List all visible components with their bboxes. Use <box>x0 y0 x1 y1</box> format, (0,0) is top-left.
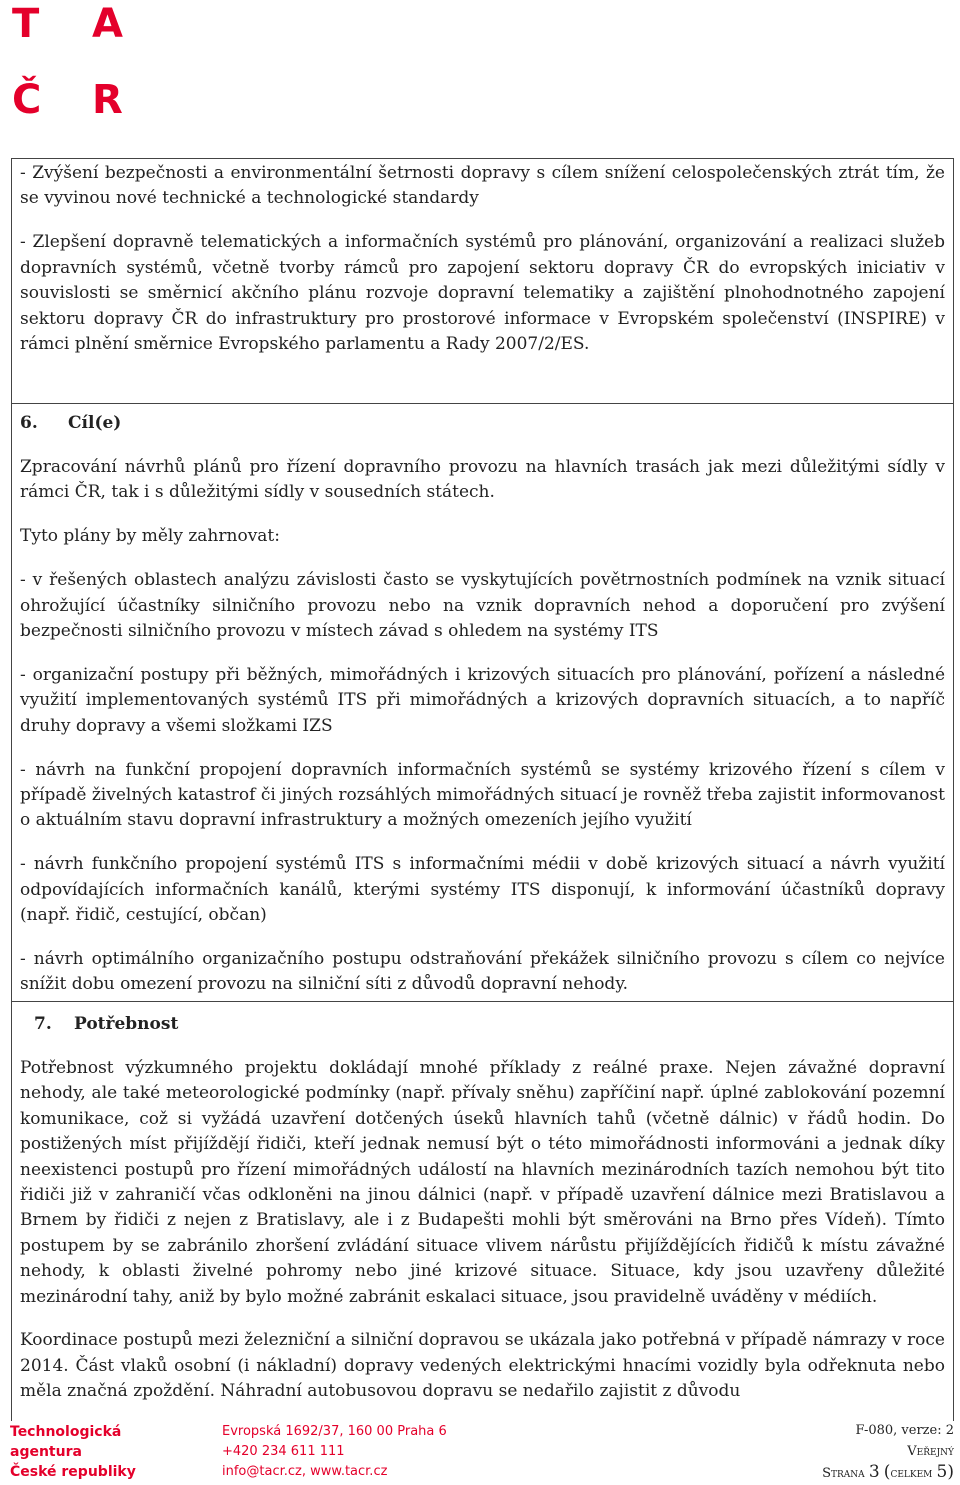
footer-meta <box>822 1420 954 1484</box>
org-line: agentura <box>10 1444 82 1460</box>
list-item: - návrh optimálního organizačního postupu odstraňování překážek silničního provozu s cílem co nejvíce snížit dobu omezení provozu na silniční síti z důvodů dopravní nehody. <box>20 949 945 995</box>
total-label: celkem <box>890 1466 933 1481</box>
footer-address <box>222 1422 447 1482</box>
footer-organization <box>10 1422 136 1482</box>
page-number: 3 <box>868 1462 880 1482</box>
section-title: Potřebnost <box>74 1014 179 1034</box>
contact-line: info@tacr.cz, www.tacr.cz <box>222 1464 388 1479</box>
form-code: F-080, verze: 2 <box>855 1423 954 1438</box>
org-line: České republiky <box>10 1464 136 1480</box>
total-pages: 5 <box>936 1462 948 1482</box>
paragraph: Tyto plány by měly zahrnovat: <box>20 526 280 547</box>
paragraph: - Zvýšení bezpečnosti a environmentální šetrnosti dopravy s cílem snížení celospolečenských ztrát tím, že se vyvinou nové technické a technologické standardy <box>20 163 945 209</box>
paragraph: Koordinace postupů mezi železniční a silniční dopravou se ukázala jako potřebná v případě námrazy v roce 2014. Část vlaků osobní (i nákladní) dopravy vedených elektrickými hnacími vozidly byla odřeknuta nebo měla značná zpoždění. Náhradní autobusovou dopravu se nedařilo zajistit z důvodu <box>20 1330 945 1402</box>
section-heading <box>20 411 945 436</box>
phone-line: +420 234 611 111 <box>222 1444 345 1459</box>
list-item: - v řešených oblastech analýzu závislosti často se vyskytujících povětrnostních podmínek na vznik situací ohrožující účastníky silničního provozu nebo na vznik dopravních nehod a doporučení pro zvýšení bezpečnosti silničního provozu v místech závad s ohledem na systémy ITS <box>20 570 945 641</box>
section-number: 7. <box>34 1014 52 1034</box>
paragraph: Zpracování návrhů plánů pro řízení dopravního provozu na hlavních trasách jak mezi důležitými sídly v rámci ČR, tak i s důležitými sídly v sousedních státech. <box>20 456 945 503</box>
page-label: Strana <box>822 1466 865 1481</box>
list-item: - návrh na funkční propojení dopravních informačních systémů se systémy krizového řízení s cílem v případě živelných katastrof či jiných rozsáhlých mimořádných situací je rovněž třeba zajistit informovanost o aktuálním stavu dopravní infrastruktury a možných omezeních jejího využití <box>20 759 945 831</box>
objectives-continuation-block <box>11 158 954 404</box>
list-item: - návrh funkčního propojení systémů ITS s informačními médii v době krizových situací a návrh využití odpovídajících informačních kanálů, kterými systémy ITS disponují, k informování účastníků dopravy (např. řidič, cestující, občan) <box>20 854 945 926</box>
logo-letter-r: R <box>92 77 123 123</box>
page-footer <box>0 1420 960 1485</box>
paragraph: Potřebnost výzkumného projektu dokládají mnohé příklady z reálné praxe. Nejen závažné dopravní nehody, ale také meteorologické podmínky (např. přívaly sněhu) zapříčiní např. úplné zablokování pozemní komunikace, což si vyžádá uzavření dotčených úseků hlavních tahů (včetně dálnic) v řádů hodin. Do postižených míst přijíždějí řidiči, kteří jednak nemusí být o této mimořádnosti informováni a jednak díky neexistenci postupů pro řízení mimořádných událostí na hlavních mezinárodních tazích nemohou být tito řidiči již v zahraničí včas odkloněni na jinou dálnici (např. v případě uzavření dálnice mezi Bratislavou a Brnem by řidiči z nejen z Bratislavy, ale i z Budapešti mohli být směrováni na Brno přes Vídeň). Tímto postupem by se zabránilo zhoršení zvládání situace vlivem nárůstu přijíždějících řidičů k místu závažné nehody, k oblasti živelné pohromy nebo jiné krizové situace. Situace, kdy jsou uzavřeny důležité mezinárodní tahy, aniž by bylo možné zabránit eskalaci situace, jsou pravidelně uváděny v médiích. <box>20 1057 945 1307</box>
classification: Veřejný <box>907 1444 954 1459</box>
list-item: - organizační postupy při běžných, mimořádných i krizových situacích pro plánování, pořízení a následné využití implementovaných systémů ITS při mimořádných a krizových dopravních situacích, a to napříč druhy dopravy a všemi složkami IZS <box>20 664 945 736</box>
section-heading <box>20 1012 945 1037</box>
paragraph: - Zlepšení dopravně telematických a informačních systémů pro plánování, organizování a realizaci služeb dopravních systémů, včetně tvorby rámců pro zapojení sektoru dopravy ČR do evropských iniciativ v souvislosti se směrnicí akčního plánu rozvoje dopravní telematiky a zajištění plnohodnotného zapojení sektoru dopravy ČR do infrastruktury pro prostorové informace v Evropském společenství (INSPIRE) v rámci plnění směrnice Evropského parlamentu a Rady 2007/2/ES. <box>20 232 945 354</box>
section-7-need <box>11 1002 954 1421</box>
section-number: 6. <box>20 413 38 433</box>
section-title: Cíl(e) <box>68 413 122 433</box>
address-line: Evropská 1692/37, 160 00 Praha 6 <box>222 1424 447 1439</box>
page-indicator: Strana 3 (celkem 5) <box>822 1462 954 1482</box>
section-6-goals <box>11 404 954 1002</box>
logo-letter-c: Č <box>12 77 42 123</box>
logo-letter-t: T <box>12 1 40 47</box>
tacr-logo <box>8 0 138 130</box>
logo-letter-a: A <box>92 1 123 47</box>
org-line: Technologická <box>10 1424 122 1440</box>
